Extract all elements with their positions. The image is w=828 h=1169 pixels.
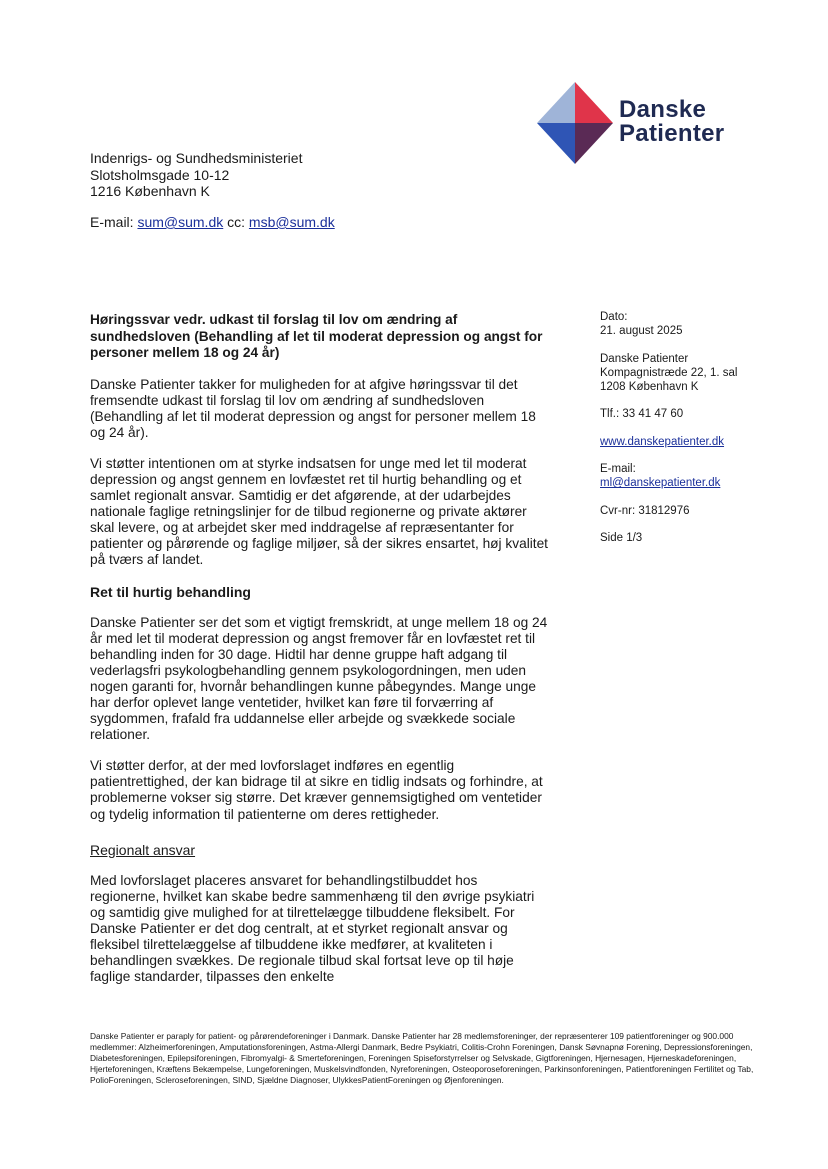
logo xyxy=(537,82,757,164)
cvr-number: Cvr-nr: 31812976 xyxy=(600,504,690,517)
recipient-email-line xyxy=(90,214,335,230)
logo-word-1: Danske xyxy=(619,96,707,123)
intro-paragraph: Danske Patienter takker for muligheden for at afgive høringssvar til det fremsendte udkast til forslag til lov om ændring af sundhedsloven (Behandling af let til moderat depression og angst for personer mellem 18 og 24 år). xyxy=(90,376,536,440)
recipient-address xyxy=(90,150,302,200)
section1-paragraph-1: Danske Patienter ser det som et vigtigt fremskridt, at unge mellem 18 og 24 år med let til moderat depression og angst fremover får en lovfæstet ret til behandling inden for 30 dage. Hidtil har denne gruppe haft adgang til vederlagsfri psykologbehandling gennem psykologordningen, men uden nogen garanti for, hvornår behandlingen kunne påbegyndes. Mange unge har derfor oplevet lange ventetider, hvilket kan føre til forværring af sygdommen, frafald fra uddannelse eller arbejde og svækkede sociale relationer. xyxy=(90,614,548,743)
recipient-name: Indenrigs- og Sundhedsministeriet xyxy=(90,150,303,166)
recipient-street: Slotsholmsgade 10-12 xyxy=(90,166,230,183)
org-street: Kompagnistræde 22, 1. sal xyxy=(600,366,738,379)
cc-label: cc: xyxy=(227,214,246,230)
section2-paragraph-1: Med lovforslaget placeres ansvaret for behandlingstilbuddet hos regionerne, hvilket kan skabe bedre sammenhæng til den øvrige psykiatri og samtidig give mulighed for at tilrettelægge tilbuddene fleksibelt. For Danske Patienter er det dog centralt, at et styrket regionalt ansvar og fleksibel tilrettelæggelse af tilbuddene ikke medfører, at kvaliteten i behandlingen svækkes. De regionale tilbud skal fortsat leve op til høje faglige standarder, tilpasses den enkelte xyxy=(90,872,535,985)
sender-sidebar xyxy=(600,310,810,558)
logo-diamond-icon xyxy=(537,82,613,164)
letter-body xyxy=(90,312,550,1000)
org-city: 1208 København K xyxy=(600,381,699,394)
recipient-city: 1216 København K xyxy=(90,183,210,199)
date-value: 21. august 2025 xyxy=(600,325,683,338)
footer-note: Danske Patienter er paraply for patient- og pårørendeforeninger i Danmark. Danske Patienter har 28 medlemsforeninger, der repræsenterer 109 patientforeninger og 900.000 medlemmer: Alzheimerforeningen, Amputationsforeningen, Astma-Allergi Danmark, Bedre Psykiatri, Colitis-Crohn Foreningen, Dansk Søvnapnø Forening, Depressionsforeningen, Diabetesforeningen, Epilepsiforeningen, Fibromyalgi- & Smerteforeningen, Foreningen Spiseforstyrrelser og Selvskade, Gigtforeningen, Hjernesagen, Hjerneskadeforeningen, Hjerteforeningen, Kræftens Bekæmpelse, Lungeforeningen, Muskelsvindfonden, Nyreforeningen, Osteoporoseforeningen, Parkinsonforeningen, Patientforeningen Fertilitet og Tab, PolioForeningen, Scleroseforeningen, SIND, Sjældne Diagnoser, UlykkesPatientForeningen og Øjenforeningen. xyxy=(90,1031,754,1086)
support-paragraph: Vi støtter intentionen om at styrke indsatsen for unge med let til moderat depression og angst gennem en lovfæstet ret til hurtig behandling og et samlet regionalt ansvar. Samtidig er det afgørende, at der udarbejdes nationale faglige retningslinjer for de tilbud regionerne og private aktører skal levere, og at arbejdet sker med inddragelse af repræsentanter for patienter og pårørende og faglige miljøer, så der sikres ensartet, høj kvalitet på tværs af landet. xyxy=(90,455,548,568)
section-heading-hurtig-behandling: Ret til hurtig behandling xyxy=(90,583,251,600)
logo-word-2: Patienter xyxy=(619,120,725,147)
org-phone: Tlf.: 33 41 47 60 xyxy=(600,408,684,421)
website-link[interactable]: www.danskepatienter.dk xyxy=(600,435,725,448)
email-link-sum[interactable]: sum@sum.dk xyxy=(137,214,224,230)
org-name: Danske Patienter xyxy=(600,352,689,365)
section-heading-regionalt-ansvar: Regionalt ansvar xyxy=(90,841,196,858)
sidebar-email-link[interactable]: ml@danskepatienter.dk xyxy=(600,477,721,490)
sidebar-email-label: E-mail: xyxy=(600,463,636,476)
email-link-msb[interactable]: msb@sum.dk xyxy=(248,214,335,230)
page-number: Side 1/3 xyxy=(600,531,643,544)
date-label: Dato: xyxy=(600,311,628,323)
section1-paragraph-2: Vi støtter derfor, at der med lovforslaget indføres en egentlig patientrettighed, der kan bidrage til at sikre en tidlig indsats og forhindre, at problemerne vokser sig større. Det kræver gennemsigtighed om ventetider og tydelig information til patienterne om deres rettigheder. xyxy=(90,758,543,822)
email-label: E-mail: xyxy=(90,214,134,230)
letter-title: Høringssvar vedr. udkast til forslag til lov om ændring af sundhedsloven (Behandling af let til moderat depression og angst for personer mellem 18 og 24 år) xyxy=(90,312,543,360)
